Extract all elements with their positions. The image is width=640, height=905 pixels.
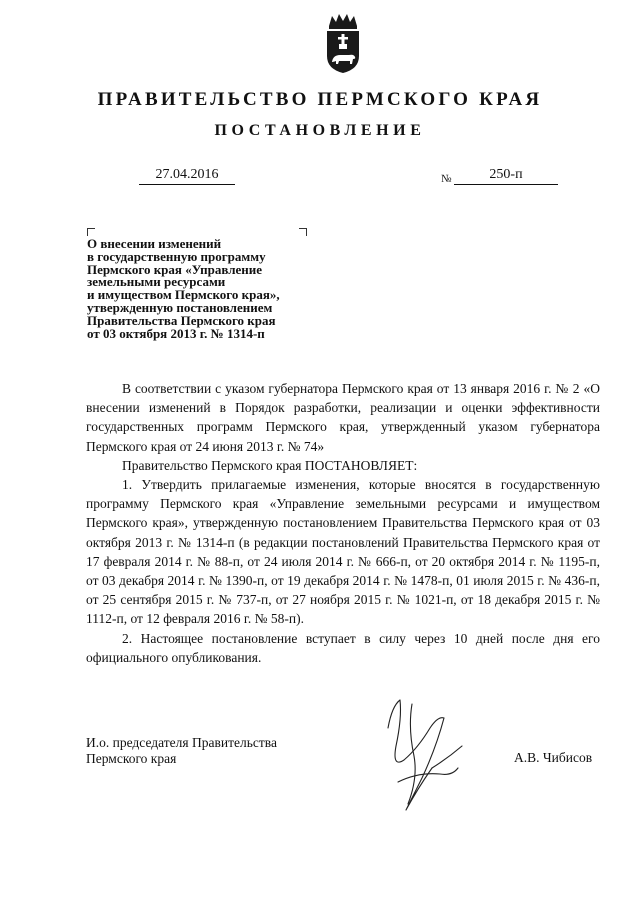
resolves-paragraph: Правительство Пермского края ПОСТАНОВЛЯЕТ: xyxy=(122,457,418,473)
signatory-title: И.о. председателя Правительства Пермского края xyxy=(86,735,277,766)
document-type-heading: ПОСТАНОВЛЕНИЕ xyxy=(214,122,426,139)
document-subject: О внесении изменений в государственную программу Пермского края «Управление земельными ресурсами и имуществом Пермского края», утвержденную постановлением Правительства Пермского края от 03 октября 2013 г. № 1314-п xyxy=(87,236,280,341)
signatory-name: А.В. Чибисов xyxy=(514,750,593,765)
government-title: ПРАВИТЕЛЬСТВО ПЕРМСКОГО КРАЯ xyxy=(97,89,543,110)
coat-of-arms-icon xyxy=(323,12,363,74)
item-2-paragraph: 2. Настоящее постановление вступает в силу через 10 дней после дня его официального опубликования. xyxy=(86,630,600,665)
document-number: 250-п xyxy=(454,167,558,185)
subject-corner-right xyxy=(299,228,307,236)
preamble-paragraph: В соответствии с указом губернатора Пермского края от 13 января 2016 г. № 2 «О внесении изменений в Порядок разработки, реализации и оценки эффективности государственных программ Пермского края, утвержденный указом губернатора Пермского края от 24 июня 2013 г. № 74» xyxy=(86,381,600,454)
number-sign: № xyxy=(441,173,452,185)
document-date: 27.04.2016 xyxy=(139,167,235,185)
item-1-paragraph: 1. Утвердить прилагаемые изменения, которые вносятся в государственную программу Пермского края «Управление земельными ресурсами и имуществом Пермского края», утвержденную постановлением Правительства Пермского края от 03 октября 2013 г. № 1314-п (в редакции постановлений Правительства Пермского края от 17 февраля 2014 г. № 88-п, от 24 июля 2014 г. № 666-п, от 20 октября 2014 г. № 1195-п, от 03 декабря 2014 г. № 1390-п, от 19 декабря 2014 г. № 1478-п, 01 июля 2015 г. № 436-п, от 25 сентября 2015 г. № 737-п, от 27 ноября 2015 г. № 1021-п, от 18 декабря 2015 г. № 1112-п, от 12 февраля 2016 г. № 58-п). xyxy=(86,477,600,627)
document-body xyxy=(86,379,600,667)
subject-corner-left xyxy=(87,228,95,236)
handwritten-signature xyxy=(378,698,474,822)
